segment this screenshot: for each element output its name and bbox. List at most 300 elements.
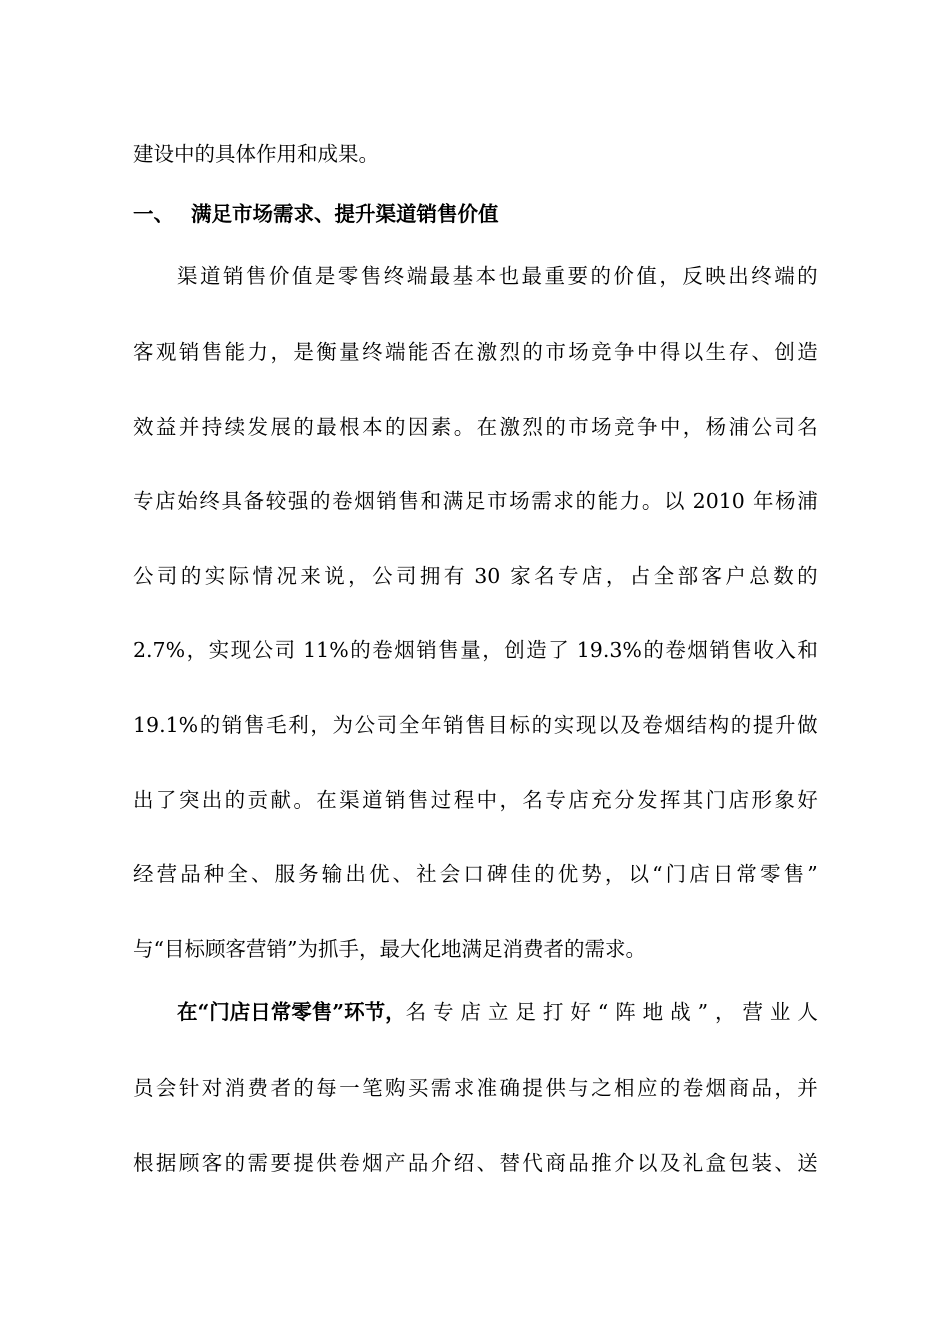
text-glyph: 目 — [487, 713, 508, 737]
text-glyph: 客 — [701, 564, 722, 588]
text-glyph: 公 — [751, 415, 772, 439]
text-glyph: 产 — [384, 1151, 406, 1175]
text-glyph: 并 — [797, 1076, 818, 1100]
continuation-line: 建设中的具体作用和成果。 — [133, 142, 379, 166]
text-glyph: 店 — [568, 788, 589, 812]
section-title: 满足市场需求、提升渠道销售价值 — [191, 202, 499, 226]
text-glyph: 据 — [155, 1151, 177, 1175]
text-glyph: 确 — [499, 1076, 520, 1100]
text-glyph: 力 — [247, 340, 269, 364]
text-glyph: 拥 — [419, 564, 441, 588]
text-glyph: 及 — [659, 1151, 681, 1175]
text-glyph: 情 — [252, 564, 274, 588]
text-glyph: 道 — [362, 788, 383, 812]
text-glyph: 专 — [558, 564, 579, 588]
text-glyph: 店 — [728, 788, 750, 812]
text-glyph: 浦 — [797, 489, 818, 513]
text-glyph: ， — [715, 1000, 736, 1024]
text-glyph: 出 — [133, 788, 154, 812]
paragraph2-line — [133, 1074, 818, 1102]
text-glyph: 店 — [581, 564, 603, 588]
text-glyph: 的 — [797, 264, 818, 288]
text-glyph: 售 — [407, 788, 429, 812]
text-glyph: 素 — [430, 415, 452, 439]
text-glyph: 和 — [420, 489, 442, 513]
text-glyph: 渠 — [339, 788, 360, 812]
text-glyph: 端 — [384, 340, 406, 364]
text-glyph: 端 — [406, 264, 428, 288]
text-glyph: 浦 — [728, 415, 750, 439]
text-glyph: 场 — [591, 415, 612, 439]
text-glyph: ， — [682, 415, 704, 439]
text-glyph: 之 — [591, 1076, 612, 1100]
text-glyph: ” — [697, 1000, 709, 1024]
paragraph1-line — [133, 636, 818, 664]
text-glyph: 及 — [620, 713, 641, 737]
text-glyph: 以 — [598, 713, 619, 737]
text-glyph: 道 — [199, 264, 221, 288]
text-glyph: 专 — [133, 489, 154, 513]
text-glyph: 效 — [133, 415, 154, 439]
text-glyph: 竞 — [614, 415, 635, 439]
text-glyph: 19.1% — [133, 713, 199, 737]
text-glyph: 创 — [774, 340, 795, 364]
text-glyph: 能 — [407, 340, 429, 364]
text-glyph: 的 — [199, 713, 221, 737]
text-glyph: 年 — [421, 713, 442, 737]
text-glyph: 价 — [613, 264, 634, 288]
text-glyph: 销 — [709, 638, 730, 662]
text-glyph: 数 — [773, 564, 794, 588]
text-glyph: 的 — [531, 713, 553, 737]
text-glyph: 激 — [476, 340, 498, 364]
text-glyph: 礼 — [682, 1151, 704, 1175]
text-glyph: ， — [482, 638, 503, 662]
text-glyph: 销 — [221, 713, 243, 737]
text-glyph: 社 — [416, 862, 437, 886]
text-glyph: 最 — [521, 264, 543, 288]
text-glyph: 以 — [664, 489, 692, 513]
text-glyph: 店 — [155, 489, 176, 513]
text-glyph: 售 — [398, 489, 419, 513]
text-glyph: 2.7% — [133, 638, 186, 662]
text-glyph: 全 — [398, 713, 420, 737]
text-glyph: 烟 — [394, 638, 415, 662]
paragraph2-bold-lead: 在“门店日常零售”环节， — [177, 1000, 406, 1024]
text-glyph: 具 — [221, 489, 242, 513]
text-glyph: 的 — [310, 489, 331, 513]
text-glyph: 会 — [439, 862, 461, 886]
text-glyph: 最 — [316, 415, 337, 439]
text-glyph: 30 — [474, 564, 507, 588]
text-glyph: 的 — [180, 564, 202, 588]
text-glyph: 的 — [522, 340, 543, 364]
text-glyph: 入 — [775, 638, 796, 662]
text-glyph: 了 — [548, 638, 576, 662]
text-glyph: 的 — [575, 489, 596, 513]
text-glyph: 会 — [155, 1076, 177, 1100]
text-glyph: 终 — [362, 340, 383, 364]
text-glyph: 、 — [392, 862, 414, 886]
text-glyph: 中 — [476, 788, 498, 812]
text-glyph: 要 — [270, 1151, 291, 1175]
text-glyph: 际 — [228, 564, 250, 588]
text-glyph: 卷 — [339, 1151, 360, 1175]
paragraph1-line — [133, 338, 818, 366]
text-glyph: 来 — [300, 564, 321, 588]
text-glyph: 以 — [628, 862, 649, 886]
text-glyph: 占 — [629, 564, 651, 588]
text-glyph: 中 — [636, 340, 658, 364]
text-glyph: 常 — [736, 862, 757, 886]
text-glyph: 献 — [270, 788, 291, 812]
text-glyph: 激 — [499, 415, 520, 439]
text-glyph: 构 — [708, 713, 730, 737]
text-glyph: 司 — [156, 564, 178, 588]
text-glyph: 盒 — [705, 1151, 727, 1175]
text-glyph: 终 — [383, 264, 405, 288]
text-glyph: 售 — [465, 713, 486, 737]
text-glyph: 提 — [752, 713, 774, 737]
text-glyph: 杨 — [775, 489, 796, 513]
text-glyph: 需 — [247, 1151, 269, 1175]
text-glyph: 否 — [430, 340, 452, 364]
text-glyph: 商 — [728, 1076, 750, 1100]
text-glyph: 务 — [298, 862, 319, 886]
text-glyph: 足 — [464, 489, 486, 513]
text-glyph: 者 — [270, 1076, 291, 1100]
text-glyph: 19.3% — [576, 638, 642, 662]
text-glyph: 发 — [247, 415, 269, 439]
section-number: 一、 — [133, 202, 174, 226]
text-glyph: 要 — [567, 264, 588, 288]
text-glyph: 名 — [522, 788, 543, 812]
text-glyph: 并 — [178, 415, 200, 439]
text-glyph: 的 — [224, 788, 246, 812]
paragraph1-line — [133, 413, 818, 441]
text-glyph: 的 — [293, 1076, 314, 1100]
text-glyph: 现 — [575, 713, 597, 737]
text-glyph: 烟 — [354, 489, 375, 513]
text-glyph: 生 — [705, 340, 727, 364]
paragraph1-line — [133, 786, 818, 814]
text-glyph: 营 — [742, 1000, 763, 1024]
text-glyph: 总 — [749, 564, 770, 588]
text-glyph: 创 — [504, 638, 525, 662]
text-glyph: 竞 — [591, 340, 612, 364]
text-glyph: 量 — [460, 638, 481, 662]
text-glyph: 绍 — [453, 1151, 475, 1175]
text-glyph: 烈 — [499, 340, 520, 364]
text-glyph: 价 — [268, 264, 290, 288]
text-glyph: 售 — [731, 638, 752, 662]
text-glyph: 发 — [636, 788, 658, 812]
text-glyph: ， — [659, 264, 680, 288]
text-glyph: 2010 — [692, 489, 752, 513]
text-glyph: 专 — [545, 788, 566, 812]
text-glyph: 装 — [751, 1151, 772, 1175]
section-heading — [133, 200, 499, 228]
text-glyph: 益 — [155, 415, 177, 439]
text-glyph: 店 — [689, 862, 710, 886]
text-glyph: 烟 — [362, 1151, 383, 1175]
text-glyph: 标 — [509, 713, 530, 737]
text-glyph: 以 — [636, 1151, 658, 1175]
text-glyph: 本 — [475, 264, 497, 288]
text-glyph: 程 — [453, 788, 475, 812]
text-glyph: 烟 — [687, 638, 708, 662]
text-glyph: 人 — [797, 1000, 818, 1024]
text-glyph: 烟 — [705, 1076, 727, 1100]
text-glyph: 售 — [245, 264, 267, 288]
text-glyph: 、 — [476, 1151, 498, 1175]
text-glyph: 输 — [321, 862, 343, 886]
text-glyph: 战 — [670, 1000, 691, 1024]
text-glyph: 推 — [591, 1151, 612, 1175]
text-glyph: 存 — [728, 340, 750, 364]
text-glyph: 好 — [570, 1000, 591, 1024]
text-glyph: 较 — [265, 489, 287, 513]
text-glyph: 优 — [557, 862, 579, 886]
text-glyph: 市 — [545, 340, 566, 364]
text-glyph: 终 — [199, 489, 220, 513]
text-glyph: 佳 — [510, 862, 531, 886]
text-glyph: 造 — [526, 638, 547, 662]
text-glyph: 名 — [405, 1000, 427, 1024]
text-glyph: 场 — [509, 489, 530, 513]
text-glyph: 象 — [774, 788, 795, 812]
text-glyph: 端 — [774, 264, 795, 288]
text-glyph: “ — [652, 862, 663, 886]
text-glyph: 备 — [243, 489, 265, 513]
text-glyph: 其 — [682, 788, 704, 812]
text-glyph: 介 — [430, 1151, 452, 1175]
text-glyph: 收 — [753, 638, 774, 662]
text-glyph: ” — [807, 862, 818, 886]
text-glyph: 名 — [534, 564, 555, 588]
text-glyph: 结 — [686, 713, 707, 737]
text-glyph: 重 — [544, 264, 565, 288]
text-glyph: 客 — [133, 340, 154, 364]
text-glyph: 立 — [487, 1000, 509, 1024]
text-glyph: 因 — [407, 415, 429, 439]
text-glyph: 家 — [510, 564, 531, 588]
text-glyph: 市 — [568, 415, 589, 439]
text-glyph: ， — [604, 862, 626, 886]
text-glyph: 本 — [362, 415, 383, 439]
text-glyph: 。 — [453, 415, 475, 439]
text-glyph: 渠 — [177, 264, 198, 288]
paragraph2-first-line — [133, 998, 818, 1026]
text-glyph: 每 — [316, 1076, 337, 1100]
text-glyph: 司 — [774, 415, 795, 439]
text-glyph: 挥 — [659, 788, 681, 812]
text-glyph: 司 — [395, 564, 417, 588]
text-glyph: 说 — [324, 564, 345, 588]
text-glyph: 碑 — [486, 862, 508, 886]
text-glyph: ， — [605, 564, 627, 588]
text-glyph: 包 — [728, 1151, 750, 1175]
text-glyph: 供 — [316, 1151, 337, 1175]
text-glyph: 出 — [201, 788, 223, 812]
text-glyph: 门 — [665, 862, 687, 886]
text-glyph: 卷 — [642, 713, 663, 737]
text-glyph: 售 — [438, 638, 459, 662]
text-glyph: 根 — [339, 415, 360, 439]
text-glyph: 力 — [619, 489, 641, 513]
text-glyph: 展 — [270, 415, 291, 439]
text-glyph: 售 — [201, 340, 223, 364]
text-glyph: 为 — [332, 713, 353, 737]
text-glyph: 终 — [751, 264, 772, 288]
text-glyph: 最 — [429, 264, 451, 288]
text-glyph: 品 — [751, 1076, 772, 1100]
text-glyph: 卷 — [332, 489, 353, 513]
paragraph1-line — [133, 487, 818, 515]
text-glyph: 实 — [204, 564, 226, 588]
text-glyph: 是 — [314, 264, 336, 288]
text-glyph: 应 — [636, 1076, 658, 1100]
text-glyph: 卷 — [665, 638, 686, 662]
text-glyph: 顾 — [178, 1151, 200, 1175]
text-glyph: 优 — [368, 862, 390, 886]
text-glyph: 以 — [682, 340, 704, 364]
text-glyph: 续 — [224, 415, 246, 439]
text-glyph: 烟 — [664, 713, 685, 737]
text-glyph: 实 — [208, 638, 230, 662]
text-glyph: 的 — [224, 1151, 246, 1175]
text-glyph: ， — [310, 713, 331, 737]
paragraph1-line — [133, 711, 818, 739]
text-glyph: 与 — [568, 1076, 589, 1100]
text-glyph: 零 — [760, 862, 781, 886]
text-glyph: 根 — [133, 1151, 154, 1175]
text-glyph: 销 — [384, 788, 406, 812]
text-glyph: 能 — [597, 489, 619, 513]
text-glyph: 卷 — [372, 638, 393, 662]
text-glyph: 名 — [797, 415, 818, 439]
text-glyph: 费 — [247, 1076, 269, 1100]
text-glyph: 是 — [293, 340, 314, 364]
text-glyph: 年 — [752, 489, 774, 513]
text-glyph: 全 — [653, 564, 675, 588]
text-glyph: 品 — [568, 1151, 589, 1175]
text-glyph: 杨 — [705, 415, 727, 439]
text-glyph: 强 — [287, 489, 309, 513]
text-glyph: 的 — [659, 1076, 681, 1100]
text-glyph: 也 — [498, 264, 520, 288]
text-glyph: 在 — [316, 788, 337, 812]
text-glyph: 在 — [453, 340, 475, 364]
text-glyph: 司 — [274, 638, 302, 662]
text-glyph: 利 — [288, 713, 309, 737]
text-glyph: 售 — [360, 264, 382, 288]
text-glyph: 销 — [443, 713, 464, 737]
text-glyph: 出 — [728, 264, 749, 288]
text-glyph: 、 — [250, 862, 272, 886]
text-glyph: 形 — [751, 788, 772, 812]
paragraph2-first-rest — [406, 998, 818, 1026]
text-glyph: 地 — [642, 1000, 664, 1024]
text-glyph: ， — [499, 788, 520, 812]
text-glyph: 求 — [553, 489, 574, 513]
text-glyph: 的 — [797, 564, 818, 588]
text-glyph: ， — [348, 564, 369, 588]
text-glyph: 的 — [730, 713, 752, 737]
text-glyph: 出 — [345, 862, 366, 886]
text-glyph: 争 — [636, 415, 658, 439]
text-glyph: 准 — [476, 1076, 498, 1100]
text-glyph: 满 — [442, 489, 464, 513]
text-glyph: 一 — [339, 1076, 360, 1100]
text-glyph: 和 — [797, 638, 818, 662]
text-glyph: 争 — [614, 340, 635, 364]
text-glyph: 提 — [293, 1151, 314, 1175]
text-glyph: 供 — [545, 1076, 566, 1100]
text-glyph: 门 — [705, 788, 727, 812]
text-glyph: 销 — [178, 340, 200, 364]
text-glyph: 衡 — [316, 340, 337, 364]
text-glyph: 日 — [712, 862, 734, 886]
text-glyph: 基 — [452, 264, 474, 288]
text-glyph: 买 — [407, 1076, 429, 1100]
text-glyph: 。 — [641, 489, 663, 513]
text-glyph: 口 — [463, 862, 484, 886]
paragraph1-line — [133, 262, 818, 290]
text-glyph: 的 — [590, 264, 611, 288]
text-glyph: 员 — [133, 1076, 154, 1100]
text-glyph: 11% — [303, 638, 349, 662]
text-glyph: 在 — [476, 415, 498, 439]
text-glyph: 业 — [769, 1000, 791, 1024]
text-glyph: 笔 — [362, 1076, 383, 1100]
text-glyph: 公 — [252, 638, 274, 662]
text-glyph: 求 — [453, 1076, 475, 1100]
text-glyph: 市 — [487, 489, 508, 513]
text-glyph: 造 — [797, 340, 818, 364]
text-glyph: 品 — [180, 862, 201, 886]
text-glyph: 售 — [783, 862, 805, 886]
text-glyph: 的 — [293, 415, 314, 439]
text-glyph: 客 — [201, 1151, 223, 1175]
text-glyph: ， — [774, 1076, 795, 1100]
text-glyph: 需 — [531, 489, 552, 513]
text-glyph: 营 — [156, 862, 178, 886]
text-glyph: 售 — [244, 713, 265, 737]
paragraph1-line: 与“目标顾客营销”为抓手，最大化地满足消费者的需求。 — [133, 937, 646, 961]
text-glyph: 全 — [227, 862, 248, 886]
text-glyph: 针 — [178, 1076, 200, 1100]
text-glyph: 过 — [430, 788, 452, 812]
text-glyph: 突 — [178, 788, 200, 812]
text-glyph: 了 — [155, 788, 177, 812]
text-glyph: 毛 — [266, 713, 287, 737]
text-glyph: 销 — [222, 264, 244, 288]
text-glyph: 司 — [376, 713, 398, 737]
text-glyph: 的 — [350, 638, 371, 662]
text-glyph: 送 — [797, 1151, 818, 1175]
text-glyph: 势 — [581, 862, 602, 886]
text-glyph: 公 — [133, 564, 154, 588]
text-glyph: “ — [597, 1000, 609, 1024]
text-glyph: 做 — [797, 713, 818, 737]
text-glyph: 消 — [224, 1076, 246, 1100]
text-glyph: 的 — [545, 415, 566, 439]
text-glyph: 始 — [177, 489, 198, 513]
text-glyph: 持 — [201, 415, 223, 439]
text-glyph: 部 — [677, 564, 699, 588]
paragraph1-line — [133, 860, 818, 888]
